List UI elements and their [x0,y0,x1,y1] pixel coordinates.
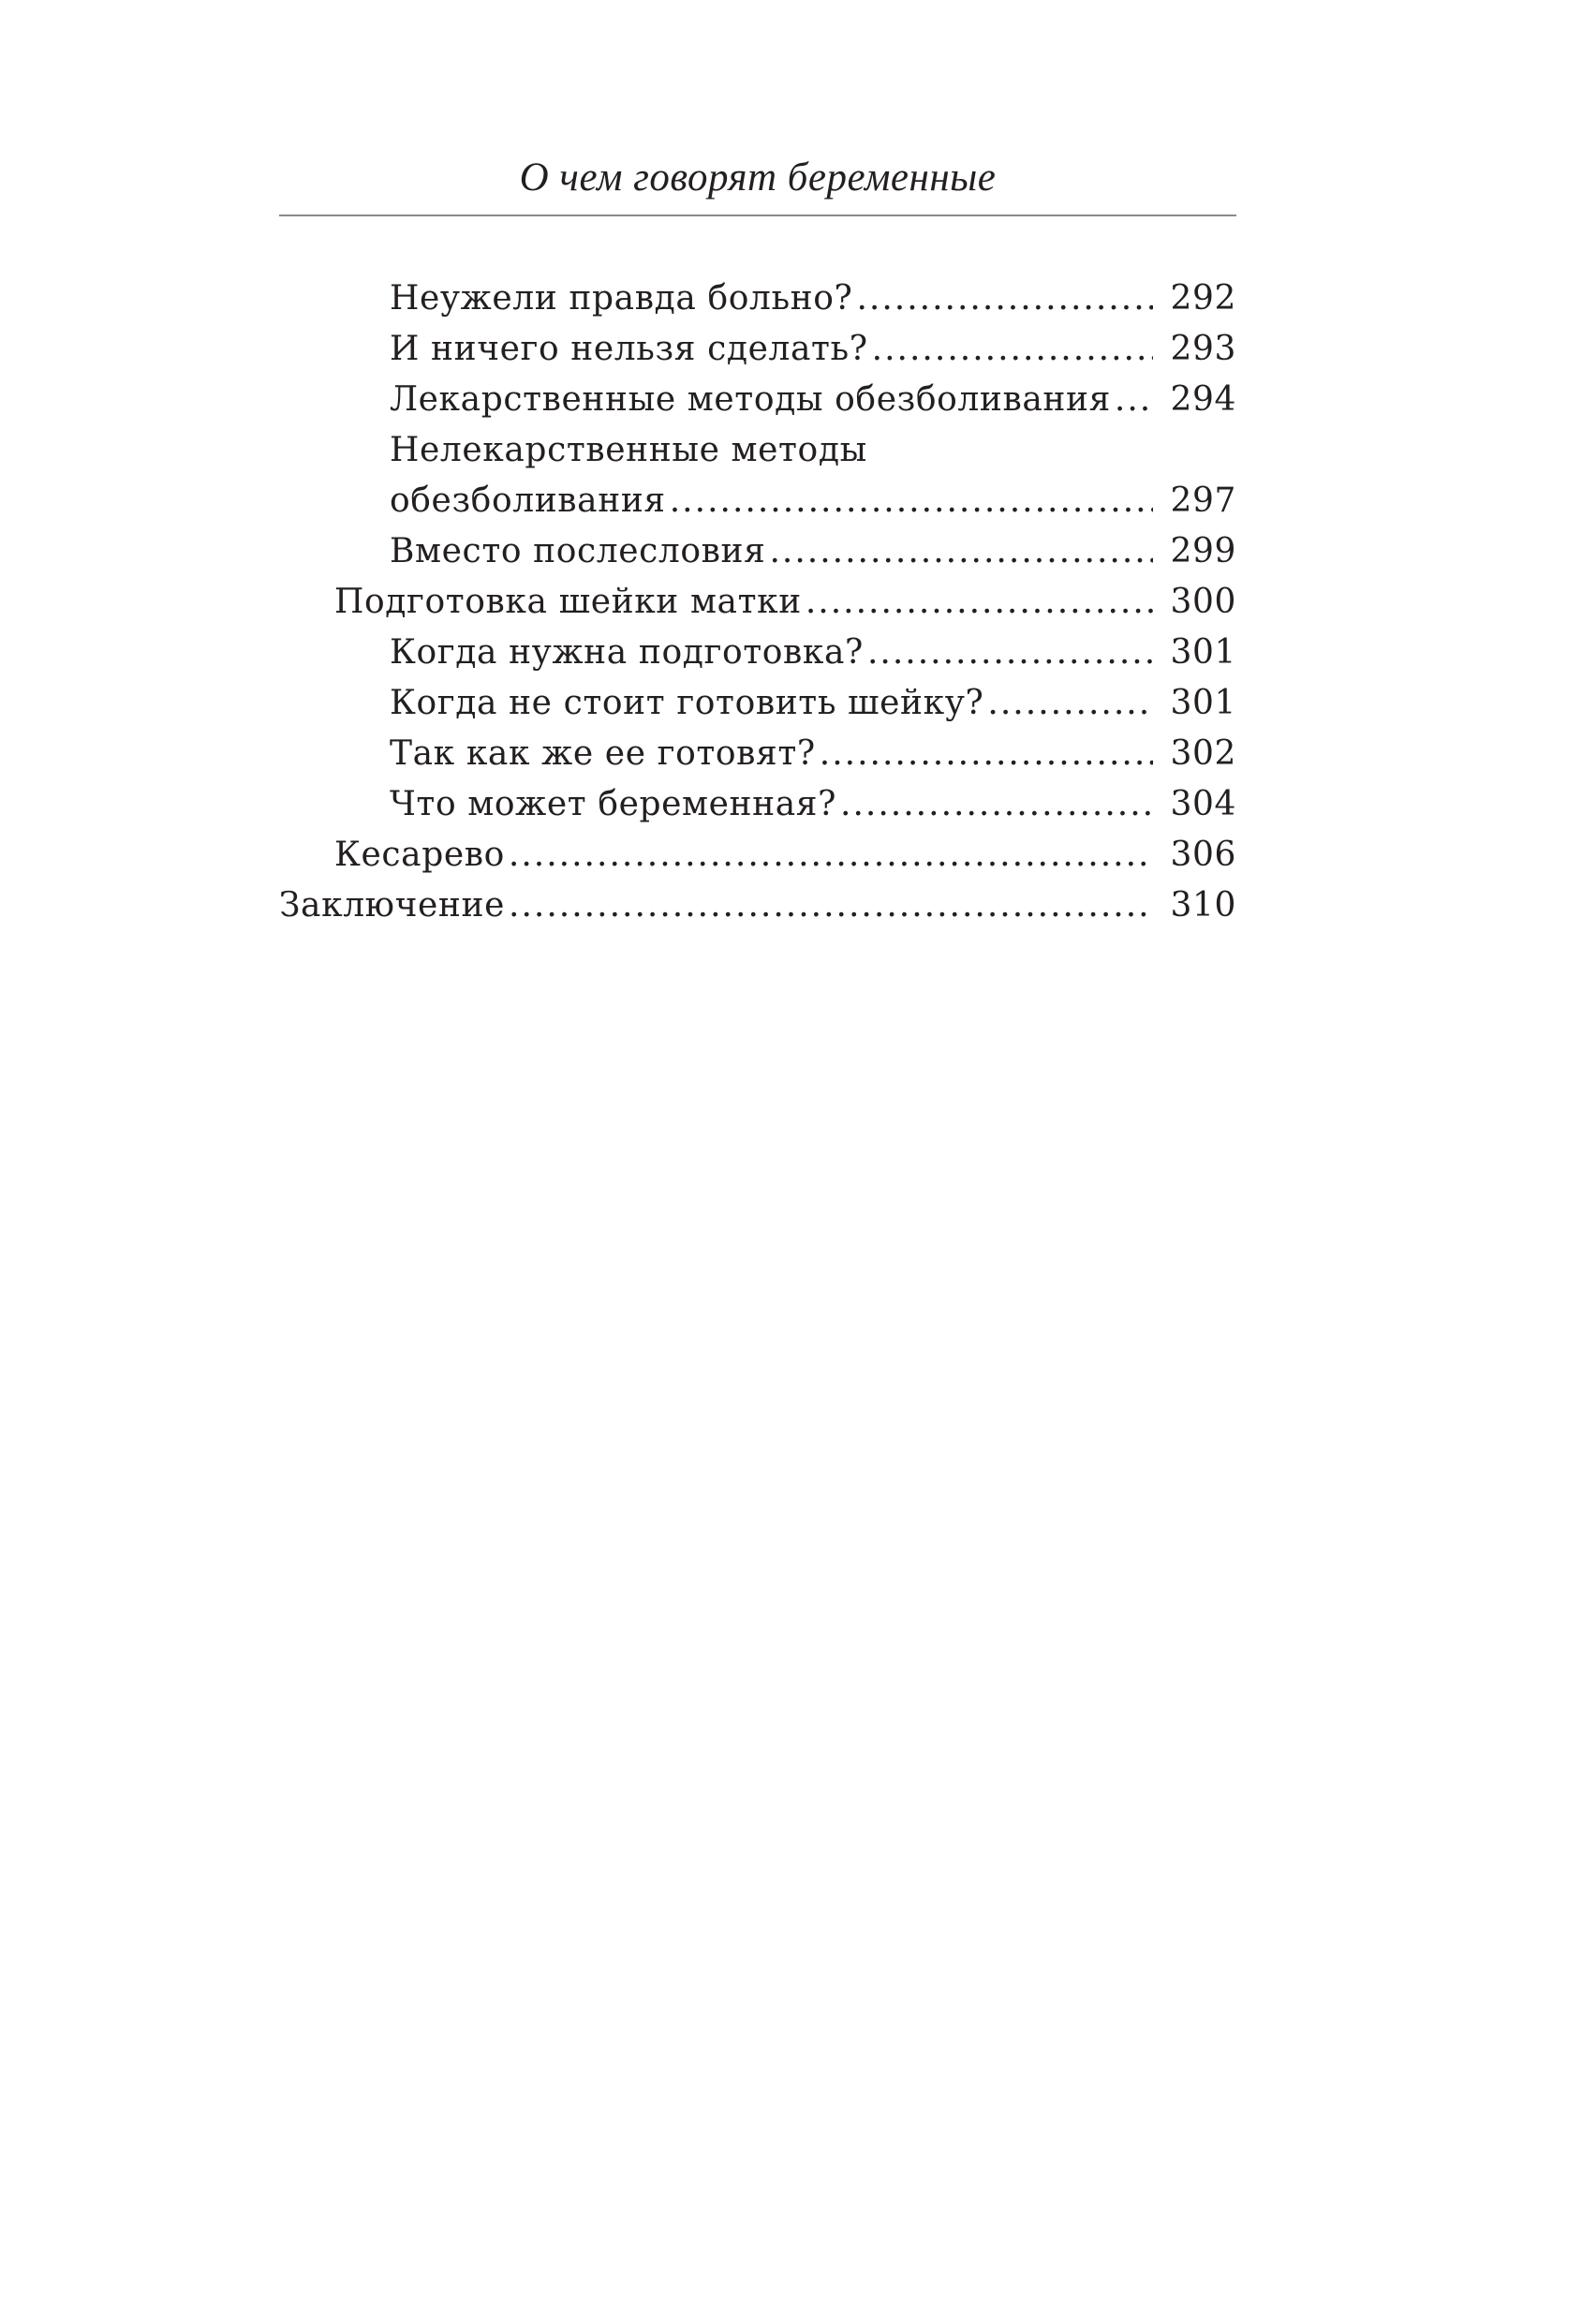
dot-leader [856,274,1153,324]
toc-entry-title: Вместо послесловия [390,532,766,570]
dot-leader [867,628,1154,678]
toc-entry-title: Нелекарственные методы [390,431,867,469]
toc-entry-title: Лекарственные методы обезболивания [390,380,1111,419]
toc-entry-title: Когда не стоит готовить шейку? [390,684,984,722]
toc-page-number: 293 [1170,330,1236,368]
toc-entry-title: Неужели правда больно? [390,279,853,318]
toc-entry-title: Что может беременная? [390,785,837,823]
toc-page-number: 300 [1170,583,1236,621]
toc-page-number: 304 [1170,785,1236,823]
dot-leader [670,476,1154,526]
toc-entry [279,425,1236,476]
dot-leader [509,830,1154,881]
toc-entry [279,324,1236,375]
toc-entry [279,881,1236,931]
toc-page-number: 294 [1170,380,1236,419]
toc-entry [279,476,1236,526]
toc-page-number: 302 [1170,734,1236,773]
toc-entry [279,779,1236,830]
toc-entry [279,526,1236,577]
toc-entry-title: Подготовка шейки матки [334,583,802,621]
toc-entry-title: Кесарево [334,836,505,874]
toc-entry [279,274,1236,324]
toc-entry-title: Так как же ее готовят? [390,734,816,773]
toc-page-number: 306 [1170,836,1236,874]
header-rule [279,215,1236,216]
toc-entry [279,375,1236,425]
toc-entry [279,830,1236,881]
dot-leader [806,577,1154,628]
table-of-contents [279,274,1236,931]
toc-entry [279,678,1236,729]
toc-page-number: 299 [1170,532,1236,570]
dot-leader [820,729,1154,779]
dot-leader [987,678,1153,729]
toc-entry-title: Заключение [279,886,506,925]
toc-entry-title: обезболивания [390,481,666,520]
toc-entry-title: Когда нужна подготовка? [390,633,864,672]
dot-leader [840,779,1153,830]
toc-entry [279,577,1236,628]
toc-entry [279,628,1236,678]
toc-page-number: 297 [1170,481,1236,520]
running-head: О чем говорят беременные [519,155,997,200]
toc-entry [279,729,1236,779]
toc-page-number: 310 [1170,886,1236,925]
dot-leader [872,324,1154,375]
toc-page-number: 292 [1170,279,1236,318]
toc-page-number: 301 [1170,684,1236,722]
toc-page-number: 301 [1170,633,1236,672]
dot-leader [769,526,1153,577]
toc-entry-title: И ничего нельзя сделать? [390,330,868,368]
dot-leader [509,881,1153,931]
dot-leader [1115,375,1154,425]
